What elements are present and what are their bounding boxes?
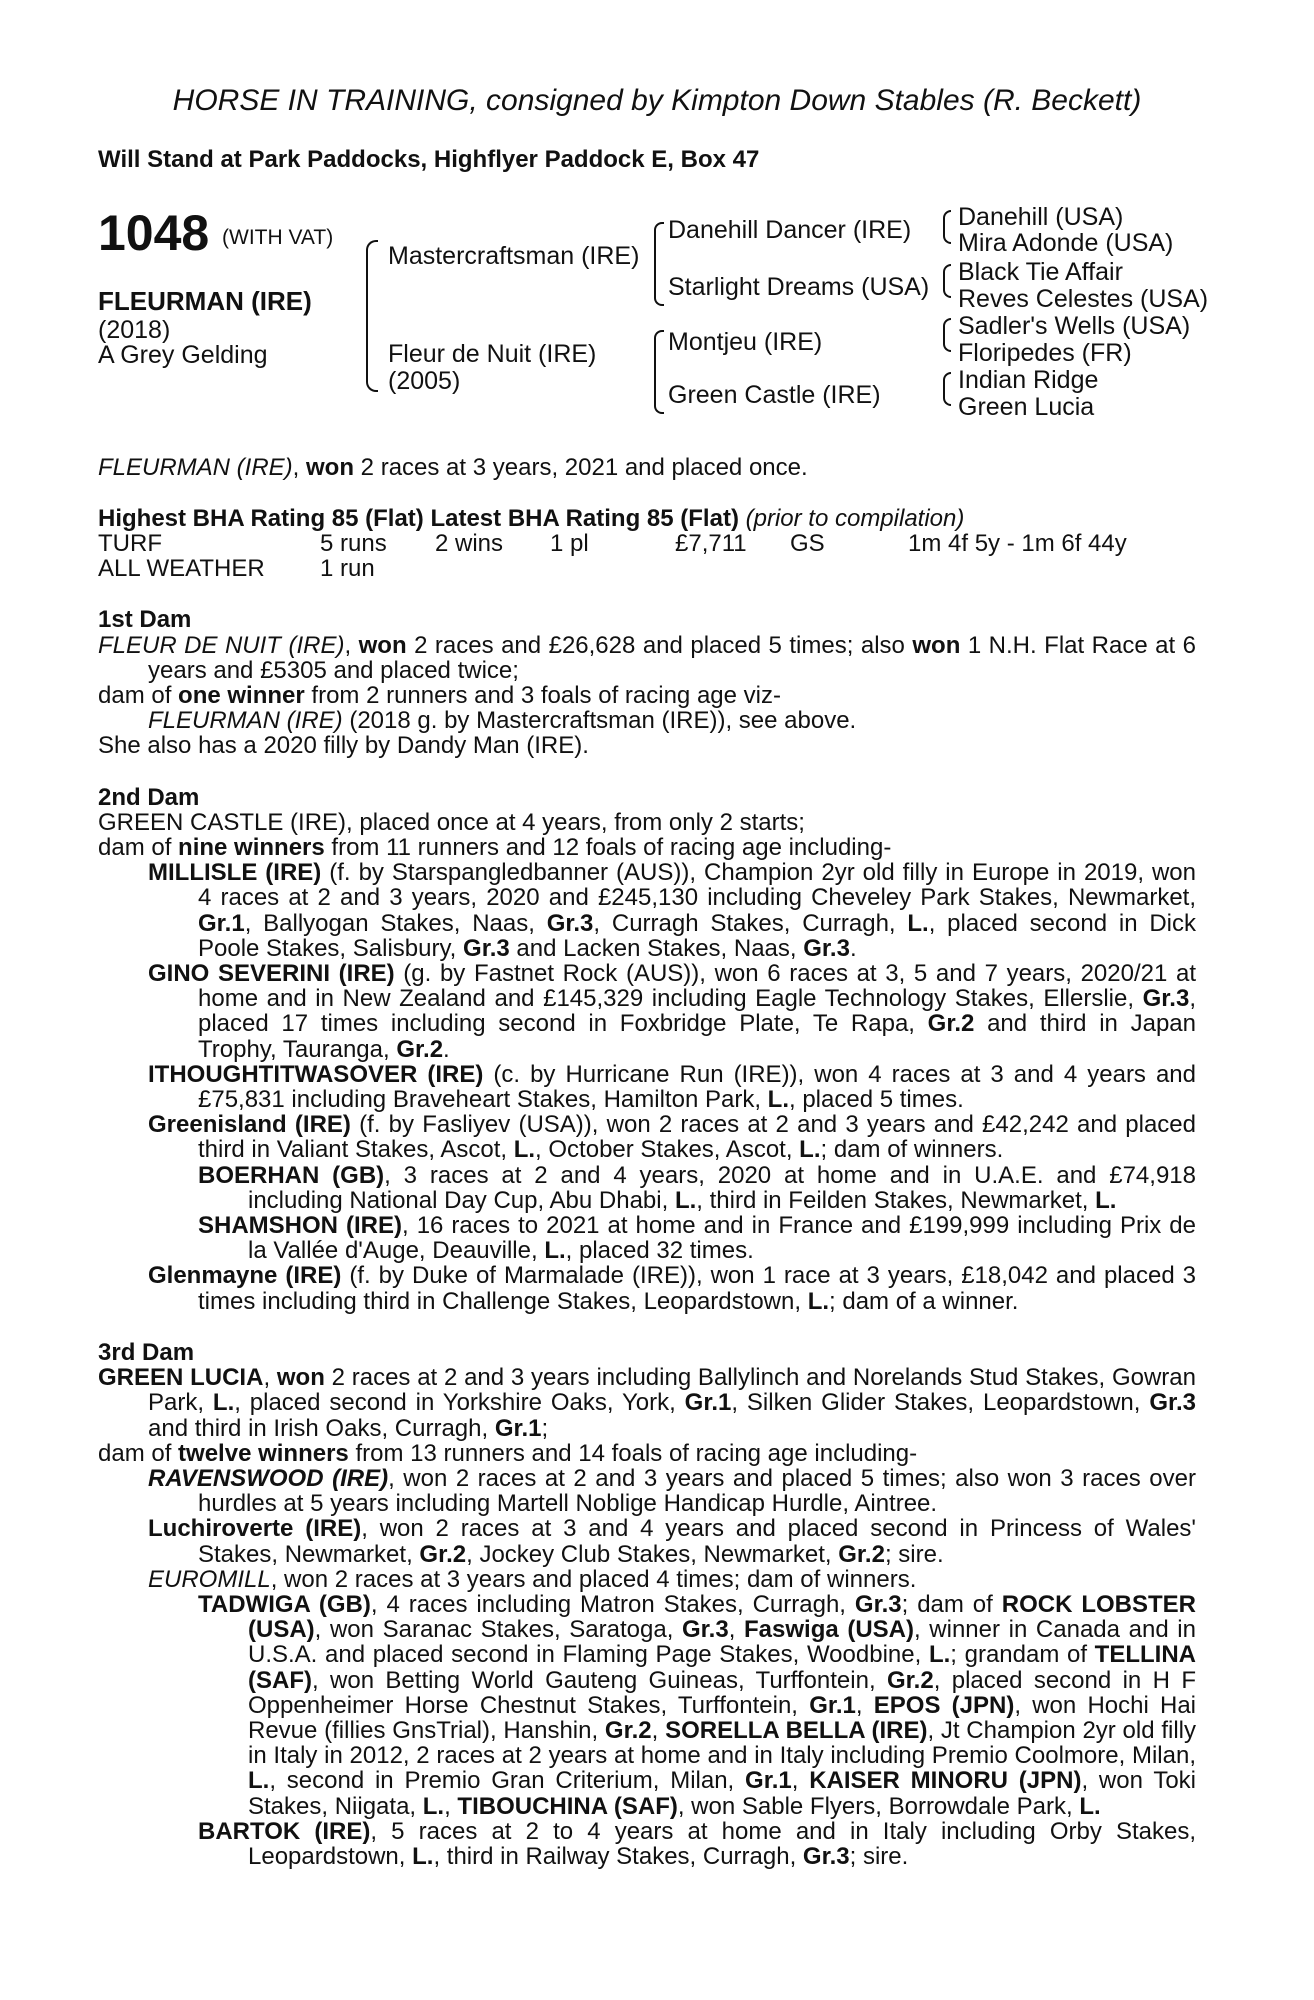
pedigree-brace-g1 — [943, 210, 951, 244]
list-item: BOERHAN (GB), 3 races at 2 and 4 years, 2020 at home and in U.A.E. and £74,918 including National Day Cup, Abu Dhabi, L., third in Feilden Stakes, Newmarket, L. — [198, 1161, 1196, 1214]
pedigree-g5: Sadler's Wells (USA) — [958, 312, 1191, 340]
horse-name: FLEURMAN (IRE) — [98, 286, 312, 316]
list-item: Luchiroverte (IRE), won 2 races at 3 and 4 years and placed second in Princess of Wales' Stakes, Newmarket, Gr.2, Jockey Club Stakes, Newmarket, Gr.2; sire. — [148, 1515, 1197, 1568]
page-title: HORSE IN TRAINING, consigned by Kimpton Down Stables (R. Beckett) — [172, 84, 1142, 117]
second-dam-produce: dam of nine winners from 11 runners and 12 foals of racing age including- — [98, 834, 892, 862]
pedigree-brace-g2 — [943, 264, 951, 298]
second-dam-record: GREEN CASTLE (IRE), placed once at 4 years, from only 2 starts; — [98, 808, 805, 836]
pedigree-brace-g3 — [943, 318, 951, 352]
pedigree-g4: Reves Celestes (USA) — [958, 285, 1209, 313]
first-dam-heading: 1st Dam — [98, 606, 192, 634]
horse-description: A Grey Gelding — [98, 341, 268, 369]
pedigree-g3: Black Tie Affair — [958, 258, 1123, 286]
horse-year: (2018) — [98, 316, 171, 344]
list-item: MILLISLE (IRE) (f. by Starspangledbanner (AUS)), Champion 2yr old filly in Europe in 2019, won 4 races at 2 and 3 years, 2020 and £245,130 including Cheveley Park Stakes, Newmarket, Gr.1, Ballyogan Stakes, Naas, Gr.3, Curragh Stakes, Curragh, L., placed second in Dick Poole Stakes, Salisbury, Gr.3 and Lacken Stakes, Naas, Gr.3. — [148, 859, 1197, 962]
pedigree-brace-sire — [654, 222, 664, 306]
pedigree-sire-dam: Starlight Dreams (USA) — [668, 273, 930, 301]
first-dam-record: FLEUR DE NUIT (IRE), won 2 races and £26,628 and placed 5 times; also won 1 N.H. Flat Race at 6 years and £5305 and placed twice; — [98, 631, 1196, 684]
third-dam-heading: 3rd Dam — [98, 1338, 195, 1366]
list-item: TADWIGA (GB), 4 races including Matron Stakes, Curragh, Gr.3; dam of ROCK LOBSTER (USA), won Saranac Stakes, Saratoga, Gr.3, Faswiga (USA), winner in Canada and in U.S.A. and placed second in Flaming Page Stakes, Woodbine, L.; grandam of TELLINA (SAF), won Betting World Gauteng Guineas, Turffontein, Gr.2, placed second in H F Oppenheimer Horse Chestnut Stakes, Turffontein, Gr.1, EPOS (JPN), won Hochi Hai Revue (fillies GnsTrial), Hanshin, Gr.2, SORELLA BELLA (IRE), Jt Champion 2yr old filly in Italy in 2012, 2 races at 2 years at home and in Italy including Premio Coolmore, Milan, L., second in Premio Gran Criterium, Milan, Gr.1, KAISER MINORU (JPN), won Toki Stakes, Niigata, L., TIBOUCHINA (SAF), won Sable Flyers, Borrowdale Park, L. — [198, 1590, 1197, 1820]
list-item: EUROMILL, won 2 races at 3 years and placed 4 times; dam of winners. — [148, 1565, 917, 1593]
pedigree-brace-main — [366, 240, 378, 392]
pedigree-sire: Mastercraftsman (IRE) — [388, 242, 640, 270]
lot-number: 1048 — [98, 205, 210, 261]
pedigree-g7: Indian Ridge — [958, 366, 1099, 394]
third-dam-record: GREEN LUCIA, won 2 races at 2 and 3 years including Ballylinch and Norelands Stud Stakes, Gowran Park, L., placed second in Yorkshire Oaks, York, Gr.1, Silken Glider Stakes, Leopardstown, Gr.3 and third in Irish Oaks, Curragh, Gr.1; — [98, 1364, 1197, 1442]
catalogue-body — [98, 455, 1196, 1869]
vat-note: (WITH VAT) — [222, 226, 334, 249]
second-dam-heading: 2nd Dam — [98, 783, 200, 811]
ratings-heading: Highest BHA Rating 85 (Flat) Latest BHA Rating 85 (Flat) (prior to compilation) — [98, 505, 965, 533]
third-dam-produce: dam of twelve winners from 13 runners and 14 foals of racing age including- — [98, 1439, 918, 1467]
all-weather-record-row: ALL WEATHER 1 run — [98, 555, 375, 583]
pedigree-dam-year: (2005) — [388, 367, 461, 395]
turf-record-row: TURF 5 runs 2 wins 1 pl £7,711 GS 1m 4f 5y - 1m 6f 44y — [98, 530, 1127, 558]
stand-location: Will Stand at Park Paddocks, Highflyer Paddock E, Box 47 — [98, 146, 760, 173]
pedigree-brace-g4 — [943, 372, 951, 406]
list-item: BARTOK (IRE), 5 races at 2 to 4 years at home and in Italy including Orby Stakes, Leopardstown, L., third in Railway Stakes, Curragh, Gr.3; sire. — [198, 1817, 1196, 1870]
list-item: Glenmayne (IRE) (f. by Duke of Marmalade (IRE)), won 1 race at 3 years, £18,042 and placed 3 times including third in Challenge Stakes, Leopardstown, L.; dam of a winner. — [148, 1262, 1196, 1315]
list-item: ITHOUGHTITWASOVER (IRE) (c. by Hurricane Run (IRE)), won 4 races at 3 and 4 years and £75,831 including Braveheart Stakes, Hamilton Park, L., placed 5 times. — [148, 1060, 1197, 1114]
pedigree-g2: Mira Adonde (USA) — [958, 229, 1174, 257]
pedigree-dam-dam: Green Castle (IRE) — [668, 381, 881, 409]
pedigree-g8: Green Lucia — [958, 393, 1095, 421]
race-summary: FLEURMAN (IRE), won 2 races at 3 years, 2021 and placed once. — [98, 454, 808, 481]
pedigree-dam: Fleur de Nuit (IRE) — [388, 340, 597, 368]
list-item: RAVENSWOOD (IRE), won 2 races at 2 and 3 years and placed 5 times; also won 3 races over hurdles at 5 years including Martell Noblige Handicap Hurdle, Aintree. — [148, 1464, 1196, 1518]
first-dam-foal: FLEURMAN (IRE) (2018 g. by Mastercraftsman (IRE)), see above. — [148, 707, 857, 735]
pedigree-g1: Danehill (USA) — [958, 203, 1124, 231]
list-item: Greenisland (IRE) (f. by Fasliyev (USA)), won 2 races at 2 and 3 years and £42,242 and placed third in Valiant Stakes, Ascot, L., October Stakes, Ascot, L.; dam of winners. — [148, 1111, 1196, 1164]
pedigree-brace-dam — [654, 330, 664, 414]
pedigree-sire-sire: Danehill Dancer (IRE) — [668, 216, 912, 244]
first-dam-note: She also has a 2020 filly by Dandy Man (IRE). — [98, 732, 589, 760]
list-item: SHAMSHON (IRE), 16 races to 2021 at home and in France and £199,999 including Prix de la Vallée d'Auge, Deauville, L., placed 32 times. — [198, 1212, 1196, 1265]
pedigree-dam-sire: Montjeu (IRE) — [668, 328, 823, 356]
first-dam-produce: dam of one winner from 2 runners and 3 foals of racing age viz- — [98, 682, 781, 710]
pedigree-g6: Floripedes (FR) — [958, 339, 1132, 367]
list-item: GINO SEVERINI (IRE) (g. by Fastnet Rock (AUS)), won 6 races at 3, 5 and 7 years, 2020/21 at home and in New Zealand and £145,329 including Eagle Technology Stakes, Ellerslie, Gr.3, placed 17 times including second in Foxbridge Plate, Te Rapa, Gr.2 and third in Japan Trophy, Tauranga, Gr.2. — [148, 960, 1196, 1063]
